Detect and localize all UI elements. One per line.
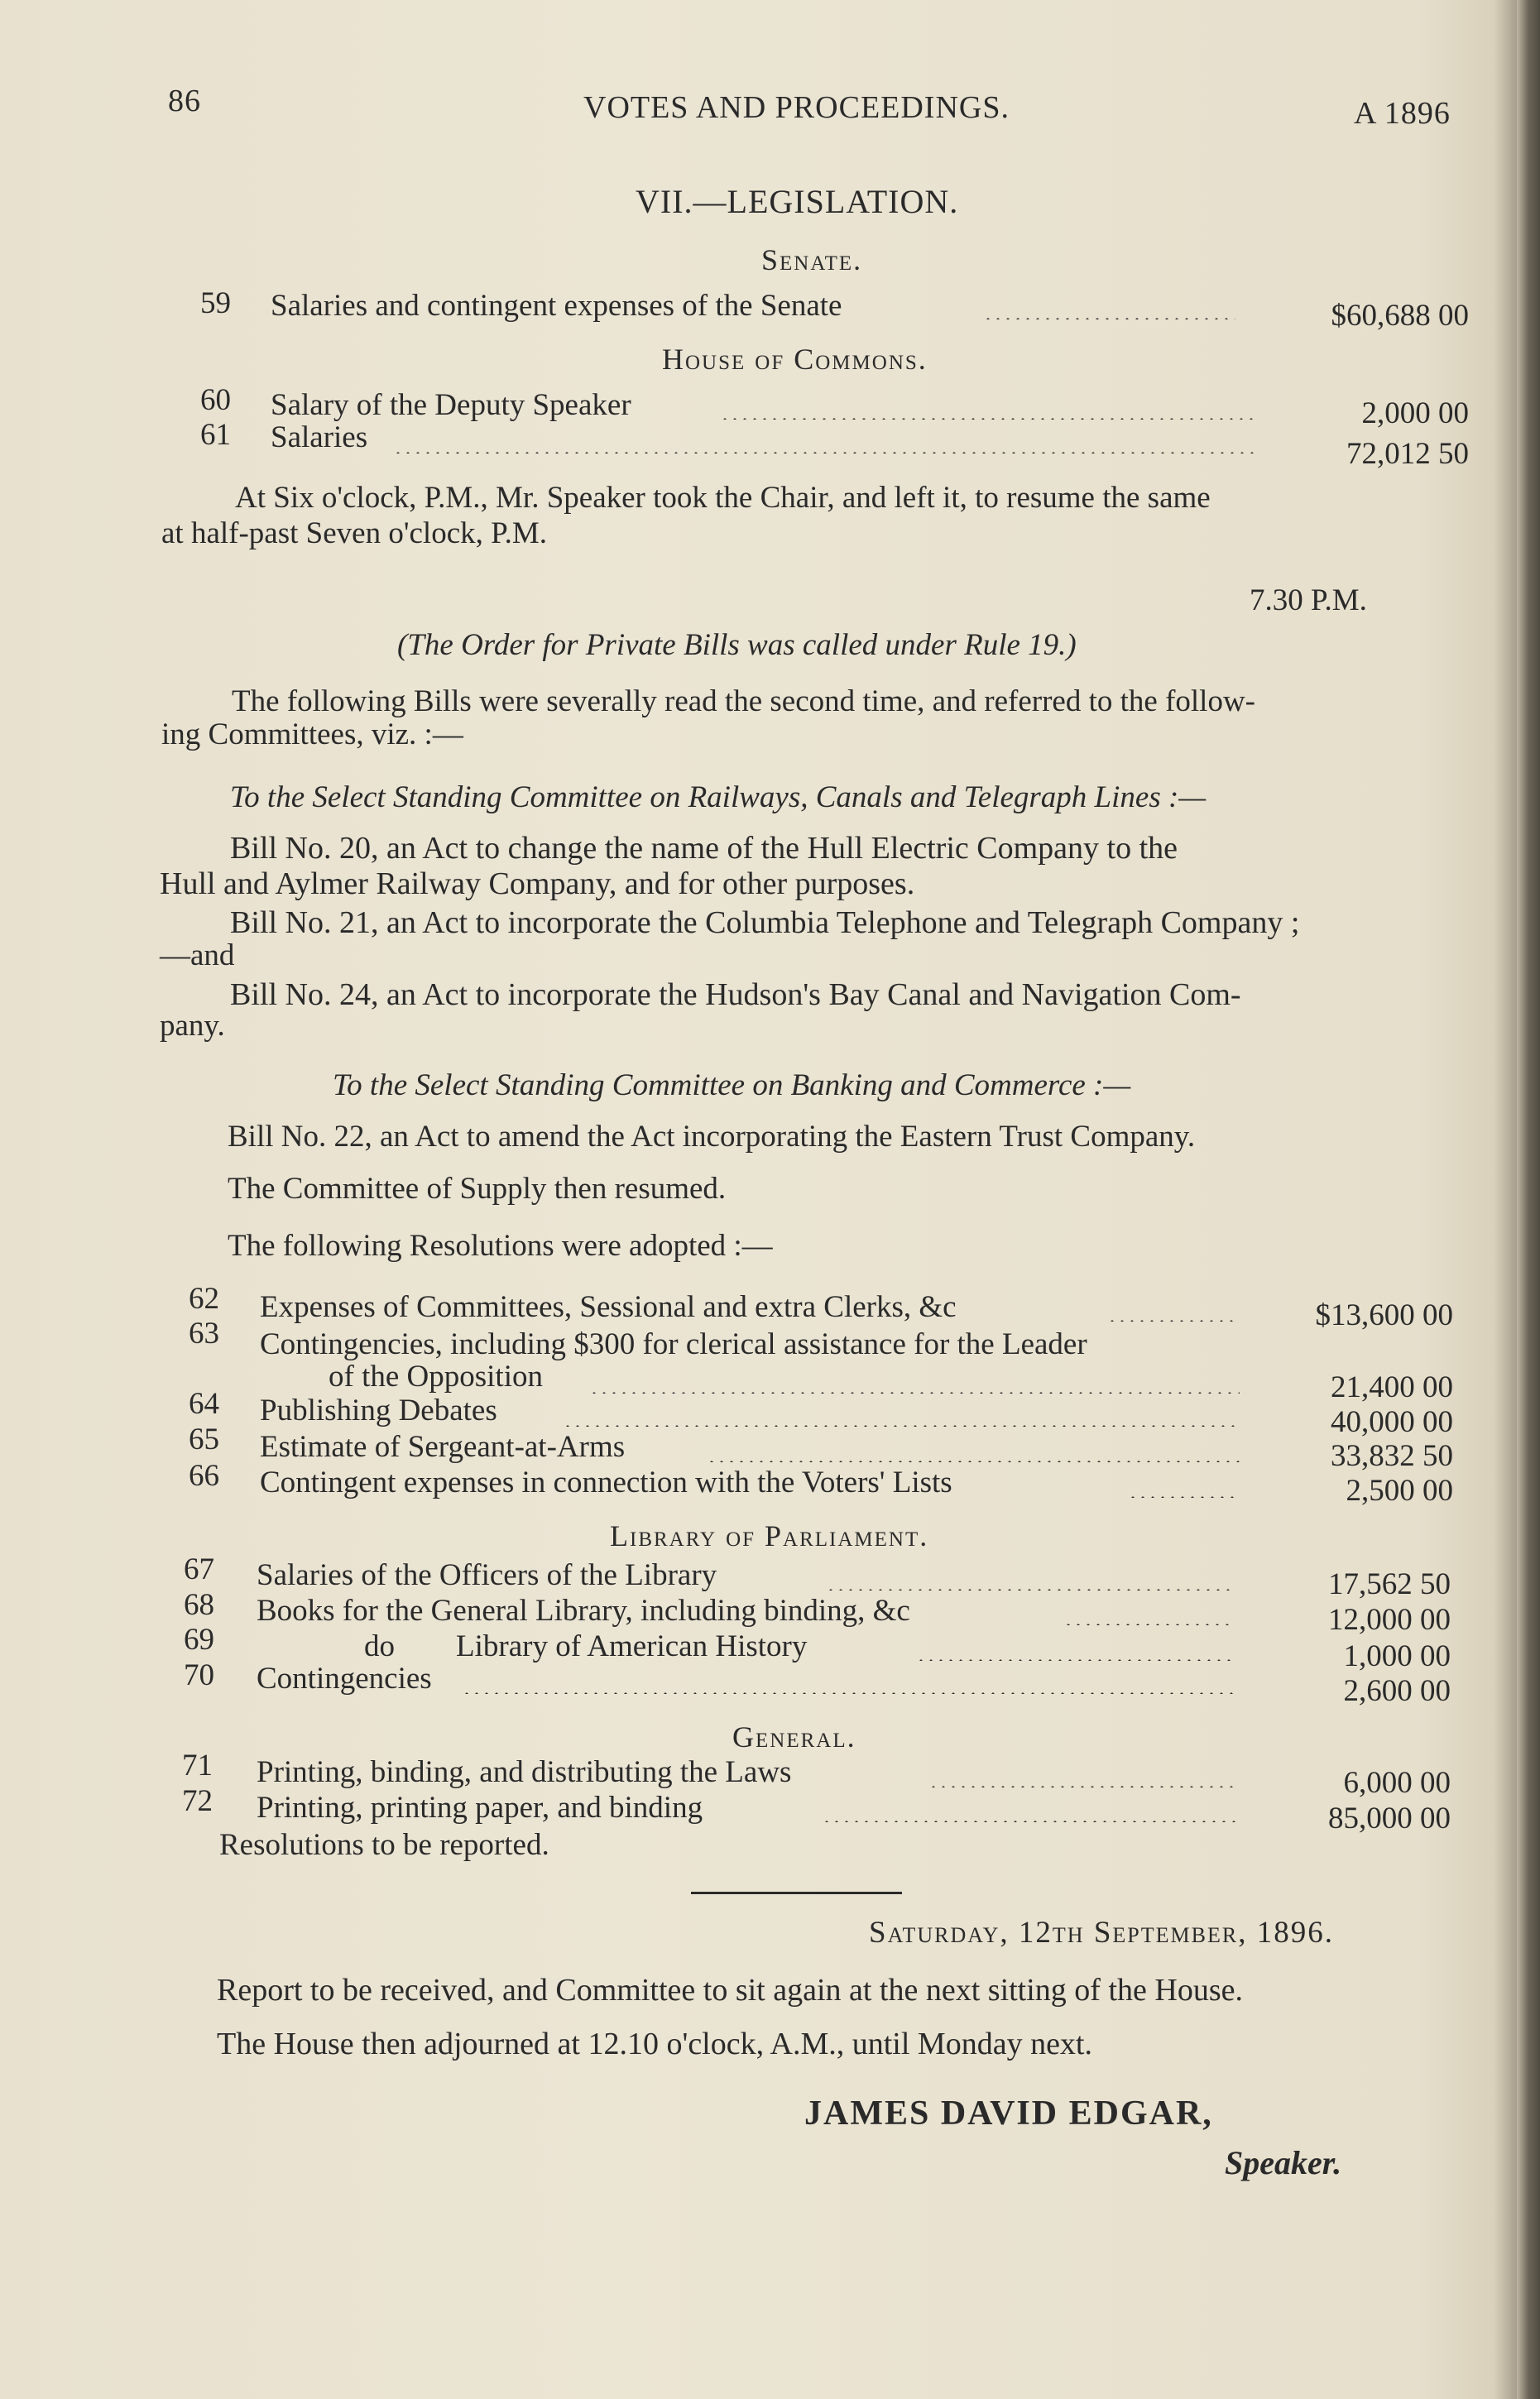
resolutions-intro: The following Resolutions were adopted :— [228, 1229, 773, 1263]
leader-dots [1128, 1496, 1240, 1498]
bills-intro-line-2: ing Committees, viz. :— [161, 717, 463, 751]
item-number: 63 [189, 1317, 219, 1351]
item-label: Printing, printing paper, and binding [257, 1791, 703, 1825]
leader-dots [826, 1589, 1235, 1591]
item-number: 70 [184, 1658, 214, 1692]
leader-dots [720, 418, 1258, 420]
order-note: (The Order for Private Bills was called under Rule 19.) [397, 628, 1077, 662]
item-number: 59 [200, 286, 231, 320]
leader-dots [462, 1692, 1235, 1694]
leader-dots [822, 1821, 1235, 1822]
item-amount: 12,000 00 [1328, 1603, 1451, 1637]
report-line: Report to be received, and Committee to sit again at the next sitting of the House. [217, 1973, 1243, 2008]
item-label: Printing, binding, and distributing the Laws [257, 1755, 792, 1789]
adjourn-line-1: At Six o'clock, P.M., Mr. Speaker took the Chair, and left it, to resume the same [235, 481, 1211, 515]
section-divider [691, 1892, 902, 1894]
item-label: Contingencies [257, 1662, 432, 1696]
supply-resumed: The Committee of Supply then resumed. [228, 1172, 727, 1206]
item-number: 71 [182, 1749, 213, 1782]
leader-dots [928, 1786, 1235, 1787]
bill-24-line-1: Bill No. 24, an Act to incorporate the Hudson's Bay Canal and Navigation Com- [230, 977, 1241, 1012]
item-amount: 2,600 00 [1343, 1674, 1451, 1708]
leader-dots [983, 318, 1235, 319]
leader-dots [916, 1659, 1235, 1661]
leader-dots [1063, 1624, 1235, 1625]
bills-intro-line-1: The following Bills were severally read the second time, and referred to the follow- [232, 684, 1256, 718]
page-number: 86 [168, 84, 201, 118]
item-amount: 17,562 50 [1328, 1567, 1451, 1601]
bill-21-line-1: Bill No. 21, an Act to incorporate the Columbia Telephone and Telegraph Company ; [230, 905, 1300, 940]
item-label: Estimate of Sergeant-at-Arms [260, 1430, 626, 1464]
commons-heading: House of Commons. [662, 343, 928, 376]
item-amount: 2,000 00 [1361, 396, 1469, 430]
date-text: Saturday, 12th September, 1896. [869, 1916, 1334, 1950]
senate-heading: Senate. [761, 243, 863, 276]
item-label: Salaries [271, 420, 368, 454]
bill-20-line-1: Bill No. 20, an Act to change the name of the Hull Electric Company to the [230, 831, 1178, 866]
item-amount: 6,000 00 [1343, 1766, 1451, 1800]
item-number: 64 [189, 1387, 219, 1421]
item-label: Expenses of Committees, Sessional and extra Clerks, &c [260, 1290, 957, 1324]
railways-committee-heading: To the Select Standing Committee on Railways, Canals and Telegraph Lines :— [230, 780, 1207, 814]
leader-dots [589, 1392, 1240, 1394]
bill-20-line-2: Hull and Aylmer Railway Company, and for other purposes. [160, 866, 915, 901]
year-marker: A 1896 [1354, 96, 1451, 131]
item-label: Salary of the Deputy Speaker [271, 388, 631, 422]
item-amount: 2,500 00 [1346, 1474, 1453, 1508]
item-label: Books for the General Library, including binding, &c [257, 1594, 910, 1628]
bill-22: Bill No. 22, an Act to amend the Act incorporating the Eastern Trust Company. [228, 1120, 1196, 1154]
item-label: Salaries of the Officers of the Library [257, 1558, 717, 1592]
item-label: Contingencies, including $300 for clerical assistance for the Leader [260, 1327, 1087, 1361]
item-amount: 40,000 00 [1331, 1405, 1453, 1439]
item-number: 68 [184, 1588, 214, 1622]
item-label: Salaries and contingent expenses of the Senate [271, 289, 842, 323]
section-title: VII.—LEGISLATION. [636, 183, 959, 220]
signature-title: Speaker. [1225, 2144, 1342, 2181]
item-amount: $60,688 00 [1331, 299, 1469, 333]
signature-name: JAMES DAVID EDGAR, [804, 2094, 1213, 2133]
adjourned-line: The House then adjourned at 12.10 o'clock, A.M., until Monday next. [217, 2027, 1092, 2061]
item-amount: 1,000 00 [1343, 1639, 1451, 1673]
item-amount: 33,832 50 [1331, 1439, 1453, 1473]
running-title: VOTES AND PROCEEDINGS. [583, 90, 1010, 125]
item-number: 66 [189, 1459, 219, 1493]
item-amount: 85,000 00 [1328, 1802, 1451, 1835]
item-amount: 21,400 00 [1331, 1370, 1453, 1404]
leader-dots [707, 1461, 1240, 1462]
bill-21-line-2: —and [160, 938, 235, 972]
banking-committee-heading: To the Select Standing Committee on Banking and Commerce :— [333, 1068, 1131, 1102]
item-number: 62 [189, 1282, 219, 1316]
item-number: 61 [200, 418, 231, 452]
leader-dots [393, 452, 1254, 453]
book-spine-shadow [1517, 0, 1540, 2399]
resolutions-reported: Resolutions to be reported. [219, 1828, 549, 1862]
item-label: Contingent expenses in connection with the Voters' Lists [260, 1466, 952, 1499]
item-number: 67 [184, 1552, 214, 1586]
item-number: 65 [189, 1423, 219, 1456]
time-marker: 7.30 P.M. [1250, 583, 1367, 617]
item-amount: $13,600 00 [1315, 1298, 1453, 1332]
leader-dots [1107, 1320, 1240, 1322]
item-label-continued: of the Opposition [329, 1360, 543, 1394]
item-amount: 72,012 50 [1346, 437, 1469, 471]
item-number: 69 [184, 1623, 214, 1657]
general-heading: General. [732, 1720, 856, 1754]
library-heading: Library of Parliament. [610, 1519, 929, 1552]
item-number: 60 [200, 383, 231, 417]
item-label: Publishing Debates [260, 1394, 497, 1427]
leader-dots [563, 1425, 1240, 1427]
bill-24-line-2: pany. [160, 1009, 225, 1043]
item-label: do Library of American History [364, 1629, 808, 1663]
date-line [869, 1915, 1334, 1950]
item-number: 72 [182, 1784, 213, 1818]
adjourn-line-2: at half-past Seven o'clock, P.M. [161, 516, 547, 550]
